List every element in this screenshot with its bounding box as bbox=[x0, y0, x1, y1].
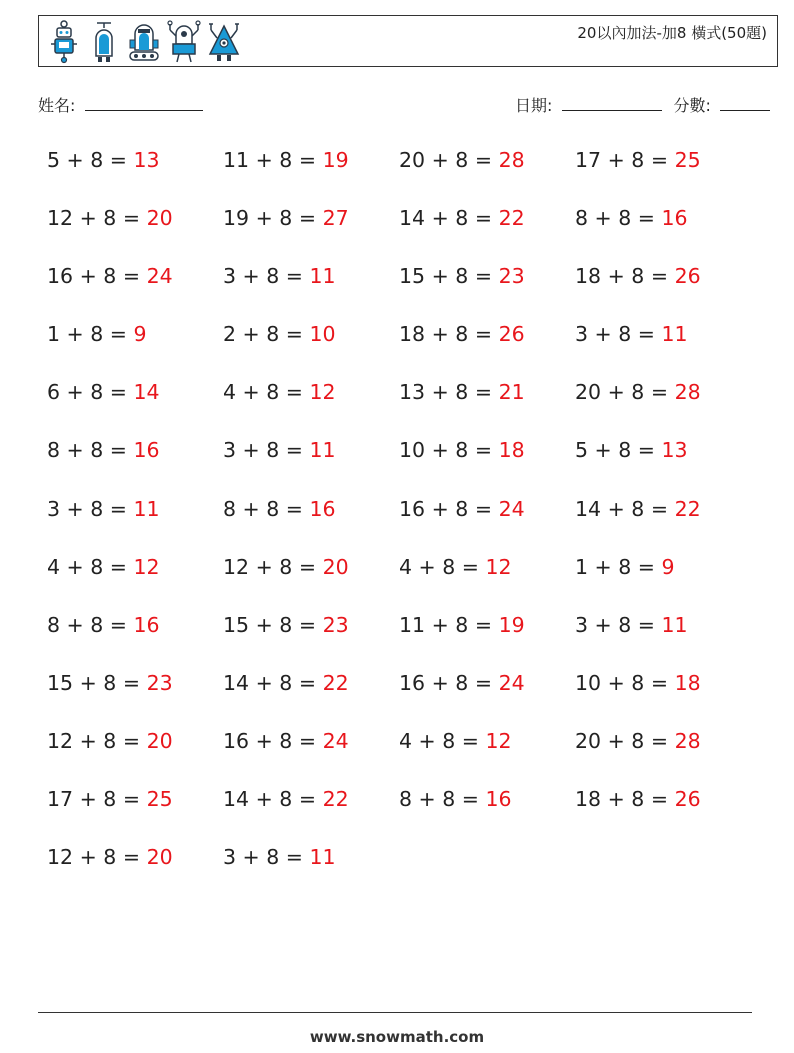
problem-item bbox=[47, 201, 223, 259]
problem-item bbox=[47, 317, 223, 375]
problem-answer: 22 bbox=[674, 496, 701, 521]
problem-question: 17 + 8 = bbox=[47, 787, 147, 812]
robot-cyclops-icon bbox=[167, 20, 201, 64]
problem-answer: 16 bbox=[485, 787, 512, 812]
problem-question: 3 + 8 = bbox=[223, 264, 310, 289]
problem-answer: 14 bbox=[133, 380, 160, 405]
problem-question: 16 + 8 = bbox=[399, 496, 499, 521]
problem-answer: 23 bbox=[322, 612, 349, 637]
problem-answer: 28 bbox=[674, 728, 701, 753]
problem-answer: 12 bbox=[133, 554, 160, 579]
problem-item bbox=[575, 201, 751, 259]
problem-question: 17 + 8 = bbox=[575, 148, 675, 172]
problem-question: 3 + 8 = bbox=[47, 496, 134, 521]
problem-question: 3 + 8 = bbox=[575, 612, 662, 637]
problem-answer: 11 bbox=[133, 496, 160, 521]
problem-item bbox=[47, 840, 223, 898]
problem-item bbox=[47, 724, 223, 782]
problem-item bbox=[223, 433, 399, 491]
problem-question: 14 + 8 = bbox=[223, 787, 323, 812]
problem-question: 4 + 8 = bbox=[399, 728, 486, 753]
problem-question: 19 + 8 = bbox=[223, 206, 323, 231]
problem-item bbox=[575, 724, 751, 782]
problem-question: 15 + 8 = bbox=[47, 670, 147, 695]
problem-question: 12 + 8 = bbox=[223, 554, 323, 579]
problem-item bbox=[223, 492, 399, 550]
problem-answer: 9 bbox=[133, 322, 147, 347]
problem-item bbox=[223, 143, 399, 201]
problem-question: 15 + 8 = bbox=[399, 264, 499, 289]
date-score-fields bbox=[515, 93, 770, 116]
problem-answer: 19 bbox=[322, 148, 349, 172]
problem-item bbox=[47, 433, 223, 491]
problem-question: 3 + 8 = bbox=[575, 322, 662, 347]
problem-answer: 26 bbox=[498, 322, 525, 347]
problem-item bbox=[399, 782, 575, 840]
problem-answer: 22 bbox=[498, 206, 525, 231]
problem-answer: 26 bbox=[674, 787, 701, 812]
problem-item bbox=[399, 259, 575, 317]
problem-item bbox=[399, 317, 575, 375]
problem-item bbox=[399, 724, 575, 782]
problem-answer: 11 bbox=[309, 845, 336, 870]
score-blank[interactable] bbox=[720, 94, 770, 111]
problem-question: 6 + 8 = bbox=[47, 380, 134, 405]
problem-question: 18 + 8 = bbox=[575, 264, 675, 289]
problem-question: 4 + 8 = bbox=[399, 554, 486, 579]
problem-item bbox=[47, 143, 223, 201]
problem-question: 13 + 8 = bbox=[399, 380, 499, 405]
problem-question: 11 + 8 = bbox=[399, 612, 499, 637]
problem-item bbox=[47, 550, 223, 608]
problem-question: 5 + 8 = bbox=[575, 438, 662, 463]
problem-question: 8 + 8 = bbox=[47, 438, 134, 463]
problem-answer: 16 bbox=[133, 438, 160, 463]
problem-item bbox=[47, 608, 223, 666]
problem-answer: 10 bbox=[309, 322, 336, 347]
problem-item bbox=[223, 201, 399, 259]
problem-question: 8 + 8 = bbox=[399, 787, 486, 812]
problem-answer: 27 bbox=[322, 206, 349, 231]
problem-answer: 24 bbox=[498, 496, 525, 521]
problem-answer: 21 bbox=[498, 380, 525, 405]
problem-item bbox=[399, 550, 575, 608]
problem-item bbox=[223, 724, 399, 782]
problem-answer: 20 bbox=[146, 728, 173, 753]
date-blank[interactable] bbox=[562, 94, 662, 111]
problem-item bbox=[223, 550, 399, 608]
problem-question: 20 + 8 = bbox=[399, 148, 499, 172]
problem-item bbox=[399, 143, 575, 201]
problem-answer: 23 bbox=[498, 264, 525, 289]
problem-item bbox=[47, 492, 223, 550]
problem-answer: 16 bbox=[133, 612, 160, 637]
problem-item bbox=[47, 782, 223, 840]
problem-item bbox=[575, 375, 751, 433]
problem-item bbox=[223, 259, 399, 317]
problem-answer: 11 bbox=[309, 264, 336, 289]
problem-question: 14 + 8 = bbox=[575, 496, 675, 521]
problem-item bbox=[575, 433, 751, 491]
problem-grid bbox=[47, 143, 751, 898]
problem-question: 12 + 8 = bbox=[47, 206, 147, 231]
problem-item bbox=[223, 840, 399, 898]
footer-divider bbox=[38, 1012, 752, 1013]
problem-item bbox=[575, 317, 751, 375]
problem-answer: 13 bbox=[661, 438, 688, 463]
worksheet-header bbox=[38, 15, 778, 67]
problem-item bbox=[399, 201, 575, 259]
problem-question: 20 + 8 = bbox=[575, 380, 675, 405]
problem-answer: 12 bbox=[485, 728, 512, 753]
problem-item bbox=[575, 143, 751, 201]
problem-answer: 19 bbox=[498, 612, 525, 637]
problem-question: 16 + 8 = bbox=[47, 264, 147, 289]
problem-item bbox=[399, 608, 575, 666]
name-blank[interactable] bbox=[85, 94, 203, 111]
problem-answer: 13 bbox=[133, 148, 160, 172]
problem-question: 16 + 8 = bbox=[223, 728, 323, 753]
problem-question: 4 + 8 = bbox=[223, 380, 310, 405]
problem-answer: 18 bbox=[498, 438, 525, 463]
problem-answer: 9 bbox=[661, 554, 675, 579]
problem-answer: 22 bbox=[322, 787, 349, 812]
problem-answer: 11 bbox=[309, 438, 336, 463]
problem-item bbox=[575, 666, 751, 724]
problem-item bbox=[47, 259, 223, 317]
name-label: 姓名: bbox=[38, 96, 76, 115]
problem-question: 2 + 8 = bbox=[223, 322, 310, 347]
problem-answer: 20 bbox=[146, 845, 173, 870]
problem-question: 1 + 8 = bbox=[575, 554, 662, 579]
problem-question: 10 + 8 = bbox=[399, 438, 499, 463]
problem-question: 11 + 8 = bbox=[223, 148, 323, 172]
problem-item bbox=[575, 608, 751, 666]
problem-item bbox=[575, 550, 751, 608]
robot-antenna-icon bbox=[47, 20, 81, 64]
problem-question: 18 + 8 = bbox=[399, 322, 499, 347]
problem-item bbox=[399, 666, 575, 724]
name-field bbox=[38, 93, 203, 116]
problem-question: 12 + 8 = bbox=[47, 845, 147, 870]
problem-item bbox=[223, 608, 399, 666]
problem-answer: 20 bbox=[146, 206, 173, 231]
problem-answer: 24 bbox=[498, 670, 525, 695]
problem-question: 4 + 8 = bbox=[47, 554, 134, 579]
problem-question: 5 + 8 = bbox=[47, 148, 134, 172]
problem-answer: 16 bbox=[309, 496, 336, 521]
problem-item bbox=[399, 375, 575, 433]
problem-answer: 11 bbox=[661, 612, 688, 637]
problem-question: 8 + 8 = bbox=[47, 612, 134, 637]
problem-item bbox=[223, 666, 399, 724]
date-label: 日期: bbox=[515, 96, 553, 115]
footer-url: www.snowmath.com bbox=[309, 1028, 485, 1046]
problem-answer: 16 bbox=[661, 206, 688, 231]
worksheet-title: 20以內加法-加8 橫式(50題) bbox=[577, 24, 767, 42]
problem-question: 18 + 8 = bbox=[575, 787, 675, 812]
problem-item bbox=[575, 259, 751, 317]
problem-answer: 26 bbox=[674, 264, 701, 289]
problem-question: 1 + 8 = bbox=[47, 322, 134, 347]
problem-question: 10 + 8 = bbox=[575, 670, 675, 695]
problem-answer: 12 bbox=[309, 380, 336, 405]
problem-item bbox=[575, 492, 751, 550]
score-label: 分數: bbox=[673, 96, 711, 115]
problem-item bbox=[223, 782, 399, 840]
problem-item bbox=[399, 492, 575, 550]
robot-tank-icon bbox=[127, 20, 161, 64]
problem-answer: 24 bbox=[322, 728, 349, 753]
robot-capsule-icon bbox=[87, 20, 121, 64]
score-field bbox=[674, 93, 771, 116]
date-field bbox=[515, 93, 662, 116]
problem-answer: 22 bbox=[322, 670, 349, 695]
problem-question: 8 + 8 = bbox=[575, 206, 662, 231]
problem-answer: 18 bbox=[674, 670, 701, 695]
problem-answer: 28 bbox=[498, 148, 525, 172]
problem-item bbox=[223, 375, 399, 433]
problem-question: 20 + 8 = bbox=[575, 728, 675, 753]
problem-question: 14 + 8 = bbox=[399, 206, 499, 231]
problem-answer: 24 bbox=[146, 264, 173, 289]
problem-item bbox=[575, 782, 751, 840]
problem-question: 8 + 8 = bbox=[223, 496, 310, 521]
problem-question: 16 + 8 = bbox=[399, 670, 499, 695]
problem-answer: 20 bbox=[322, 554, 349, 579]
problem-answer: 12 bbox=[485, 554, 512, 579]
problem-item bbox=[47, 666, 223, 724]
problem-question: 14 + 8 = bbox=[223, 670, 323, 695]
problem-answer: 25 bbox=[674, 148, 701, 172]
problem-question: 3 + 8 = bbox=[223, 845, 310, 870]
robot-triangle-icon bbox=[207, 20, 241, 64]
problem-answer: 23 bbox=[146, 670, 173, 695]
robot-icons bbox=[47, 20, 241, 64]
problem-answer: 25 bbox=[146, 787, 173, 812]
problem-question: 15 + 8 = bbox=[223, 612, 323, 637]
problem-item bbox=[47, 375, 223, 433]
problem-item bbox=[223, 317, 399, 375]
problem-item bbox=[399, 433, 575, 491]
problem-question: 3 + 8 = bbox=[223, 438, 310, 463]
problem-answer: 11 bbox=[661, 322, 688, 347]
problem-answer: 28 bbox=[674, 380, 701, 405]
problem-question: 12 + 8 = bbox=[47, 728, 147, 753]
